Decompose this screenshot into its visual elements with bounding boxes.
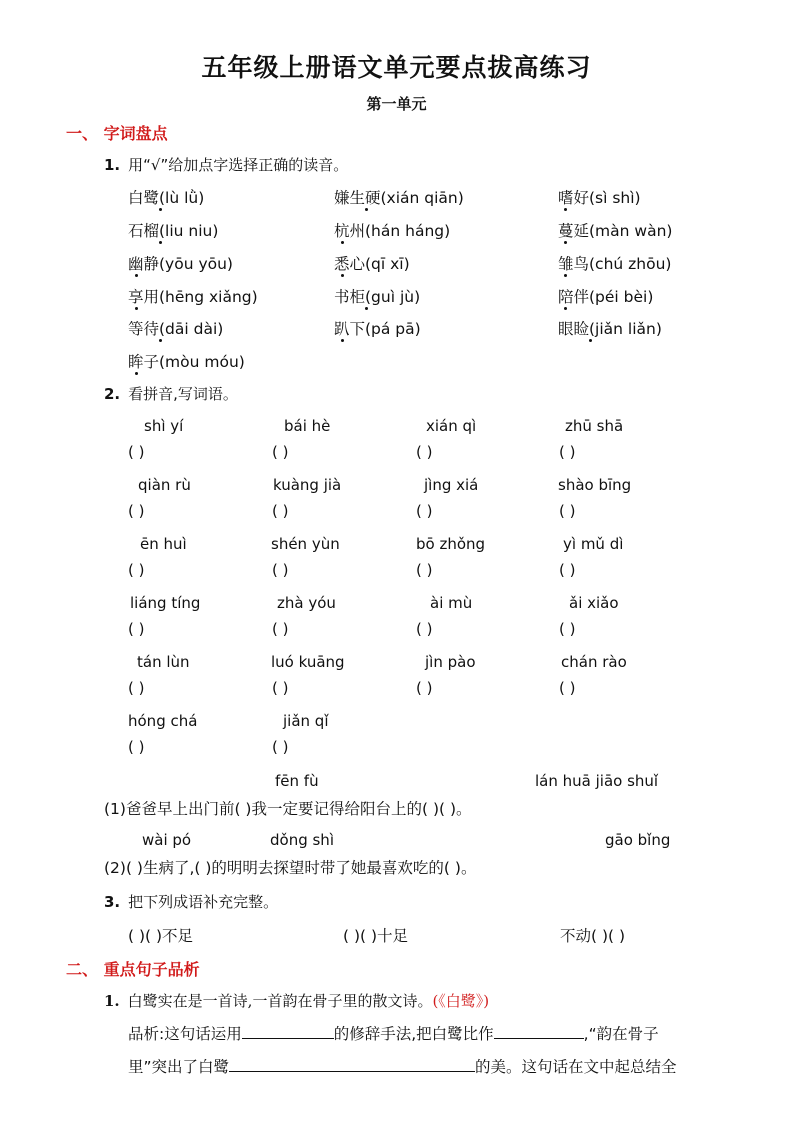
source-citation: (《白鹭》) [432, 992, 490, 1010]
question-number: 2. [104, 385, 121, 403]
emphasis-dot [159, 208, 162, 211]
section-heading-2: 二、 重点句子品析 [66, 960, 200, 979]
answer-blank[interactable]: ( ) [416, 679, 433, 697]
answer-blank[interactable]: ( ) [559, 679, 576, 697]
pinyin-label: zhū shā [565, 417, 624, 435]
answer-blank[interactable]: ( ) [559, 561, 576, 579]
answer-blank[interactable]: ( ) [272, 620, 289, 638]
pinyin-label: jiǎn qǐ [283, 712, 329, 730]
pinyin-label: liáng tíng [130, 594, 201, 612]
pinyin-label: bō zhǒng [416, 535, 486, 553]
page-title: 五年级上册语文单元要点拔高练习 [201, 53, 592, 82]
answer-line[interactable] [242, 1024, 334, 1039]
answer-blank[interactable]: ( ) [559, 620, 576, 638]
question-text: 用“√”给加点字选择正确的读音。 [128, 156, 349, 174]
pinyin-label: shén yùn [271, 535, 340, 553]
pinyin-label: bái hè [284, 417, 331, 435]
reading-item: 趴下(pá pā) [334, 320, 421, 338]
emphasis-dot [159, 339, 162, 342]
emphasis-dot [589, 339, 592, 342]
reading-item: 幽静(yōu yōu) [128, 255, 233, 273]
emphasis-dot [564, 241, 567, 244]
idiom-item: ( )( )十足 [343, 927, 409, 945]
emphasis-dot [341, 274, 344, 277]
emphasis-dot [341, 241, 344, 244]
pinyin-label: tán lùn [137, 653, 190, 671]
pinyin-label: wài pó [142, 831, 192, 849]
reading-item: 眸子(mòu móu) [128, 353, 245, 371]
pinyin-label: lán huā jiāo shuǐ [535, 772, 659, 790]
answer-blank[interactable]: ( ) [559, 443, 576, 461]
pinyin-label: shì yí [144, 417, 184, 435]
question-number: 1. [104, 156, 121, 174]
emphasis-dot [564, 307, 567, 310]
answer-blank[interactable]: ( ) [416, 502, 433, 520]
answer-blank[interactable]: ( ) [416, 561, 433, 579]
answer-blank[interactable]: ( ) [416, 620, 433, 638]
pinyin-label: qiàn rù [138, 476, 191, 494]
question-text: 把下列成语补充完整。 [128, 893, 279, 911]
pinyin-label: xián qì [426, 417, 477, 435]
analysis-text: 里”突出了白鹭 [128, 1058, 230, 1076]
pinyin-label: jìn pào [425, 653, 476, 671]
answer-blank[interactable]: ( ) [272, 502, 289, 520]
pinyin-label: fēn fù [275, 772, 319, 790]
pinyin-label: shào bīng [558, 476, 632, 494]
question-text: 看拼音,写词语。 [128, 385, 238, 403]
reading-item: 等待(dāi dài) [128, 320, 224, 338]
reading-item: 悉心(qī xī) [334, 255, 410, 273]
pinyin-label: dǒng shì [270, 831, 334, 849]
pinyin-label: jìng xiá [424, 476, 479, 494]
emphasis-dot [564, 208, 567, 211]
answer-blank[interactable]: ( ) [128, 443, 145, 461]
answer-blank[interactable]: ( ) [128, 679, 145, 697]
reading-item: 陪伴(péi bèi) [558, 288, 654, 306]
pinyin-label: yì mǔ dì [563, 535, 624, 553]
emphasis-dot [135, 307, 138, 310]
reading-item: 雏鸟(chú zhōu) [558, 255, 672, 273]
unit-subtitle: 第一单元 [366, 95, 427, 113]
analysis-line-1 [128, 1022, 659, 1044]
idiom-item: ( )( )不足 [128, 927, 194, 945]
answer-blank[interactable]: ( ) [128, 738, 145, 756]
question-1-1 [104, 154, 348, 175]
answer-blank[interactable]: ( ) [416, 443, 433, 461]
question-number: 1. [104, 992, 120, 1010]
reading-item: 白鹭(lù lǜ) [128, 189, 205, 207]
analysis-text: 的美。这句话在文中起总结全 [475, 1058, 677, 1076]
question-text: 白鹭实在是一首诗,一首韵在骨子里的散文诗。 [127, 992, 433, 1010]
analysis-text: ,“韵在骨子 [583, 1025, 659, 1043]
reading-item: 杭州(hán háng) [334, 222, 451, 240]
answer-blank[interactable]: ( ) [128, 561, 145, 579]
answer-blank[interactable]: ( ) [272, 443, 289, 461]
idiom-item: 不动( )( ) [560, 927, 626, 945]
analysis-line-2 [128, 1055, 677, 1077]
question-1-3 [104, 891, 278, 912]
emphasis-dot [365, 208, 368, 211]
emphasis-dot [135, 372, 138, 375]
emphasis-dot [365, 307, 368, 310]
answer-blank[interactable]: ( ) [272, 738, 289, 756]
reading-item: 眼睑(jiǎn liǎn) [558, 320, 662, 338]
answer-line[interactable] [494, 1024, 584, 1039]
pinyin-label: chán rào [561, 653, 627, 671]
answer-blank[interactable]: ( ) [128, 502, 145, 520]
pinyin-label: hóng chá [128, 712, 198, 730]
emphasis-dot [159, 241, 162, 244]
pinyin-label: ēn huì [140, 535, 187, 553]
pinyin-label: ài mù [430, 594, 473, 612]
pinyin-label: kuàng jià [273, 476, 342, 494]
analysis-text: 品析:这句话运用 [128, 1025, 242, 1043]
emphasis-dot [564, 274, 567, 277]
answer-blank[interactable]: ( ) [272, 679, 289, 697]
pinyin-label: ǎi xiǎo [569, 594, 619, 612]
reading-item: 嫌生硬(xián qiān) [334, 189, 464, 207]
question-number: 3. [104, 893, 121, 911]
section-heading-1: 一、 字词盘点 [66, 124, 168, 143]
pinyin-label: gāo bǐng [605, 831, 671, 849]
answer-blank[interactable]: ( ) [272, 561, 289, 579]
fill-sentence-2: (2)( )生病了,( )的明明去探望时带了她最喜欢吃的( )。 [104, 859, 477, 877]
reading-item: 石榴(liu niu) [128, 222, 219, 240]
reading-item: 书柜(guì jù) [334, 288, 421, 306]
answer-line[interactable] [229, 1057, 475, 1072]
emphasis-dot [135, 274, 138, 277]
question-2-1 [104, 990, 489, 1011]
reading-item: 嗜好(sì shì) [558, 189, 641, 207]
emphasis-dot [341, 339, 344, 342]
reading-item: 蔓延(màn wàn) [558, 222, 673, 240]
answer-blank[interactable]: ( ) [128, 620, 145, 638]
question-1-2 [104, 383, 238, 404]
analysis-text: 的修辞手法,把白鹭比作 [333, 1025, 494, 1043]
reading-item: 享用(hēng xiǎng) [128, 288, 258, 306]
answer-blank[interactable]: ( ) [559, 502, 576, 520]
pinyin-label: luó kuāng [271, 653, 345, 671]
fill-sentence-1: (1)爸爸早上出门前( )我一定要记得给阳台上的( )( )。 [104, 800, 472, 818]
pinyin-label: zhà yóu [277, 594, 336, 612]
